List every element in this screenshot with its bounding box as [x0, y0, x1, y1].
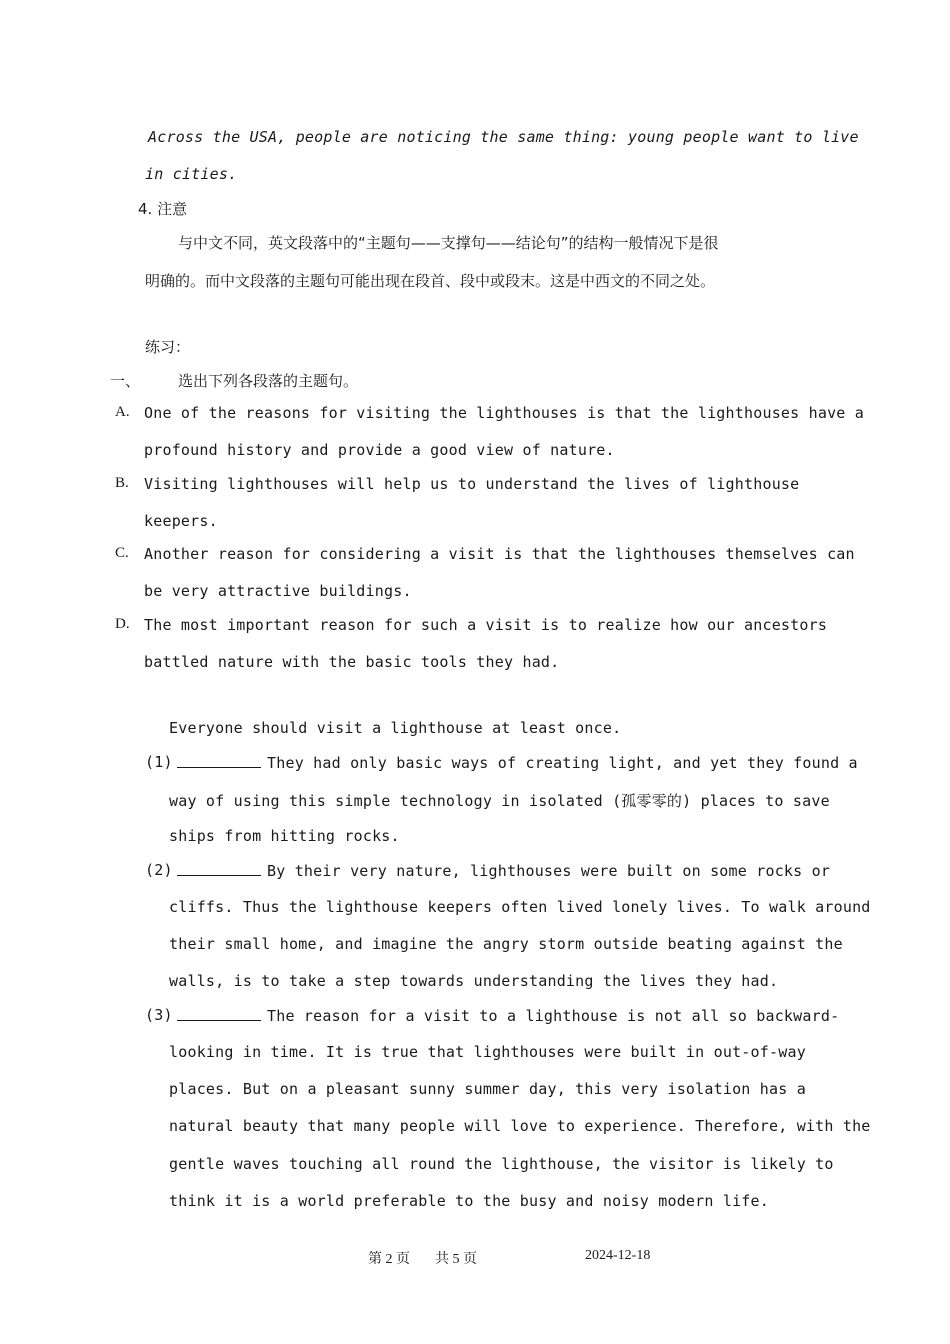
option-d-line-2: battled nature with the basic tools they had. — [144, 653, 560, 671]
option-letter-d: D. — [115, 616, 130, 632]
part-number: 一、 — [110, 372, 141, 390]
item-2-line-4: walls, is to take a step towards understanding the lives they had. — [169, 972, 779, 990]
item-1-line-2: way of using this simple technology in isolated (孤零零的) places to save — [169, 792, 830, 810]
footer-total-pages: 共 5 页 — [435, 1252, 477, 1267]
option-letter-c: C. — [115, 545, 129, 561]
item-3-line-2: looking in time. It is true that lighthouses were built in out-of-way — [169, 1043, 806, 1061]
passage-intro: Everyone should visit a lighthouse at least once. — [169, 719, 622, 737]
option-a-line-2: profound history and provide a good view of nature. — [144, 441, 615, 459]
item-3-line-1: The reason for a visit to a lighthouse is not all so backward- — [177, 1006, 839, 1025]
example-sentence-line-1: Across the USA, people are noticing the same thing: young people want to live — [148, 128, 859, 146]
section-4-paragraph-line-1: 与中文不同，英文段落中的“主题句——支撑句——结论句”的结构一般情况下是很 — [178, 234, 719, 252]
answer-blank-2[interactable] — [177, 861, 261, 876]
item-3-line-3: places. But on a pleasant sunny summer day, this very isolation has a — [169, 1080, 806, 1098]
footer-date: 2024-12-18 — [585, 1248, 651, 1263]
option-letter-b: B. — [115, 475, 129, 491]
option-b-line-2: keepers. — [144, 512, 218, 530]
item-2-line-2: cliffs. Thus the lighthouse keepers often lived lonely lives. To walk around — [169, 898, 871, 916]
section-4-paragraph-line-2: 明确的。而中文段落的主题句可能出现在段首、段中或段末。这是中西文的不同之处。 — [145, 272, 716, 290]
example-sentence-line-2: in cities. — [145, 165, 238, 183]
item-1-line-3: ships from hitting rocks. — [169, 827, 400, 845]
item-3-line-5: gentle waves touching all round the lighthouse, the visitor is likely to — [169, 1155, 834, 1173]
option-a-line-1: One of the reasons for visiting the lighthouses is that the lighthouses have a — [144, 404, 864, 422]
item-3-number: (3) — [145, 1006, 173, 1024]
option-c-line-2: be very attractive buildings. — [144, 582, 412, 600]
section-4-heading: 4. 注意 — [138, 200, 188, 218]
answer-blank-3[interactable] — [177, 1006, 261, 1021]
item-2-line-3: their small home, and imagine the angry storm outside beating against the — [169, 935, 843, 953]
item-2-line-1: By their very nature, lighthouses were built on some rocks or — [177, 861, 830, 880]
answer-blank-1[interactable] — [177, 753, 261, 768]
item-1-line-1: They had only basic ways of creating light, and yet they found a — [177, 753, 858, 772]
item-3-line-4: natural beauty that many people will love to experience. Therefore, with the — [169, 1117, 871, 1135]
option-letter-a: A. — [115, 404, 130, 420]
option-b-line-1: Visiting lighthouses will help us to understand the lives of lighthouse — [144, 475, 800, 493]
item-3-line-6: think it is a world preferable to the busy and noisy modern life. — [169, 1192, 769, 1210]
option-d-line-1: The most important reason for such a visit is to realize how our ancestors — [144, 616, 828, 634]
item-2-number: (2) — [145, 861, 173, 879]
part-instruction: 选出下列各段落的主题句。 — [178, 372, 359, 390]
practice-label: 练习： — [145, 338, 191, 356]
option-c-line-1: Another reason for considering a visit is that the lighthouses themselves can — [144, 545, 855, 563]
footer-page-number: 第 2 页 — [368, 1252, 410, 1267]
item-1-number: (1) — [145, 753, 173, 771]
